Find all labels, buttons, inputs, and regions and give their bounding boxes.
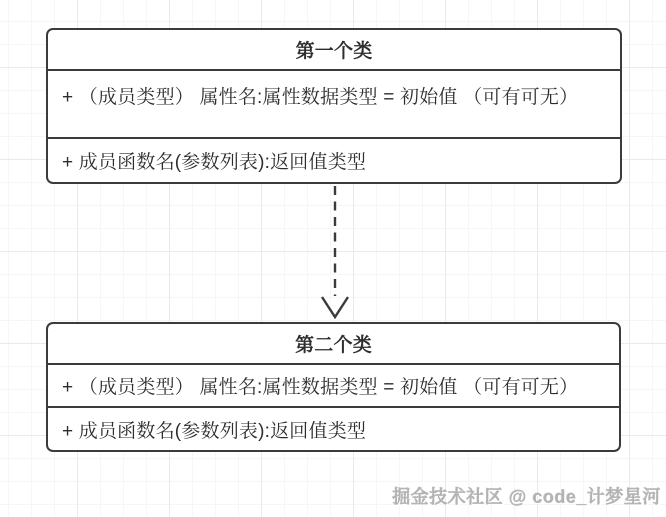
class-second-attribute: + （成员类型） 属性名:属性数据类型 = 初始值 （可有可无） [48, 365, 619, 408]
class-second-method: + 成员函数名(参数列表):返回值类型 [62, 420, 367, 442]
class-first-method: + 成员函数名(参数列表):返回值类型 [62, 152, 367, 173]
open-arrowhead-icon [322, 297, 348, 317]
class-box-first [46, 28, 622, 184]
class-first-title: 第一个类 [48, 30, 620, 71]
watermark: 掘金技术社区 @ code_计梦星河 [392, 487, 661, 507]
class-second-title: 第二个类 [48, 324, 619, 365]
dependency-arrow [320, 184, 350, 324]
class-box-second [46, 322, 621, 452]
class-first-attribute: + （成员类型） 属性名:属性数据类型 = 初始值 （可有可无） [48, 71, 620, 139]
